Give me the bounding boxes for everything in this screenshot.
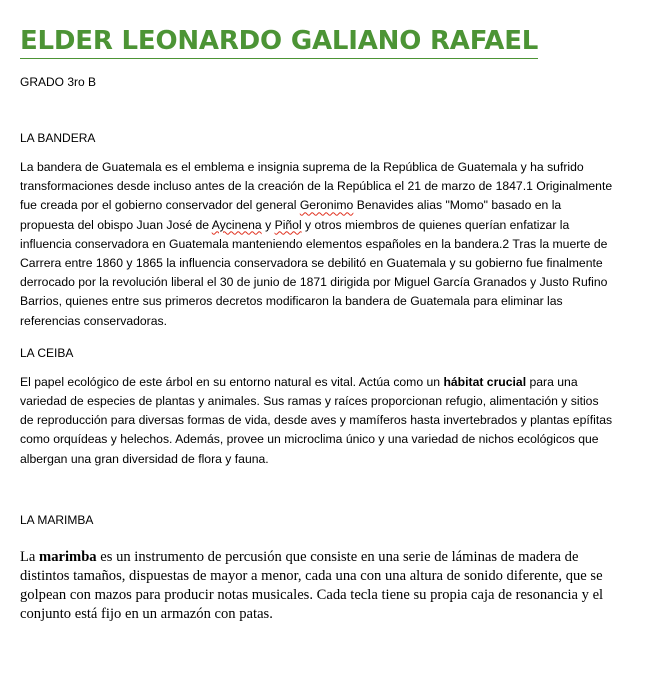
document-title: ELDER LEONARDO GALIANO RAFAEL: [20, 24, 538, 59]
grade-line: GRADO 3ro B: [20, 75, 97, 89]
text-run: El papel ecológico de este árbol en su entorno natural es vital. Actúa como un: [20, 374, 444, 389]
spellcheck-word[interactable]: Geronimo: [299, 198, 354, 213]
document-body: [20, 24, 615, 624]
paragraph-marimba: [20, 548, 615, 624]
text-run: para una variedad de especies de plantas y animales. Sus ramas y raíces proporcionan refugio, alimentación y sitios de reproducción para diversas formas de vida, desde aves y mamíferos hasta invertebrados y plantas epífitas como orquídeas y helechos. Además, provee un microclima único y una variedad de nichos ecológicos que albergan una gran diversidad de flora y fauna.: [20, 374, 613, 466]
text-run: y: [261, 217, 275, 232]
bold-text: marimba: [39, 548, 97, 565]
text-run: es un instrumento de percusión que consiste en una serie de láminas de madera de distintos tamaños, dispuestas de mayor a menor, cada una con una altura de sonido diferente, que se golpean con mazos para producir notas musicales. Cada tecla tiene su propia caja de resonancia y el conjunto está fijo en un armazón con patas.: [20, 548, 604, 622]
text-run: Benavides alias "Momo" basado en la propuesta del obispo Juan José de: [20, 198, 562, 232]
paragraph-bandera: [20, 158, 615, 331]
heading-bandera: LA BANDERA: [20, 131, 96, 145]
bold-text: hábitat crucial: [443, 374, 527, 389]
text-run: y otros miembros de quienes querían enfatizar la influencia conservadora en Guatemala manteniendo elementos españoles en la bandera.2 Tras la muerte de Carrera entre 1860 y 1865 la influencia conservadora se debilitó en Guatemala y su gobierno fue finalmente derrocado por la revolución liberal el 30 de junio de 1871 dirigida por Miguel García Granados y Justo Rufino Barrios, quienes entre sus primeros decretos modificaron la bandera de Guatemala para eliminar las referencias conservadoras.: [20, 217, 608, 328]
text-run: La: [20, 548, 40, 565]
heading-marimba: LA MARIMBA: [20, 512, 94, 527]
spellcheck-word[interactable]: Aycinena: [211, 217, 262, 232]
paragraph-ceiba: [20, 373, 615, 469]
spellcheck-word[interactable]: Piñol: [274, 217, 302, 232]
heading-ceiba: LA CEIBA: [20, 345, 74, 360]
text-run: La bandera de Guatemala es el emblema e insignia suprema de la República de Guatemala y ha sufrido transformaciones desde incluso antes de la creación de la República el 21 de marzo de 1847.1 Originalmente fue creada por el gobierno conservador del general: [20, 160, 613, 213]
